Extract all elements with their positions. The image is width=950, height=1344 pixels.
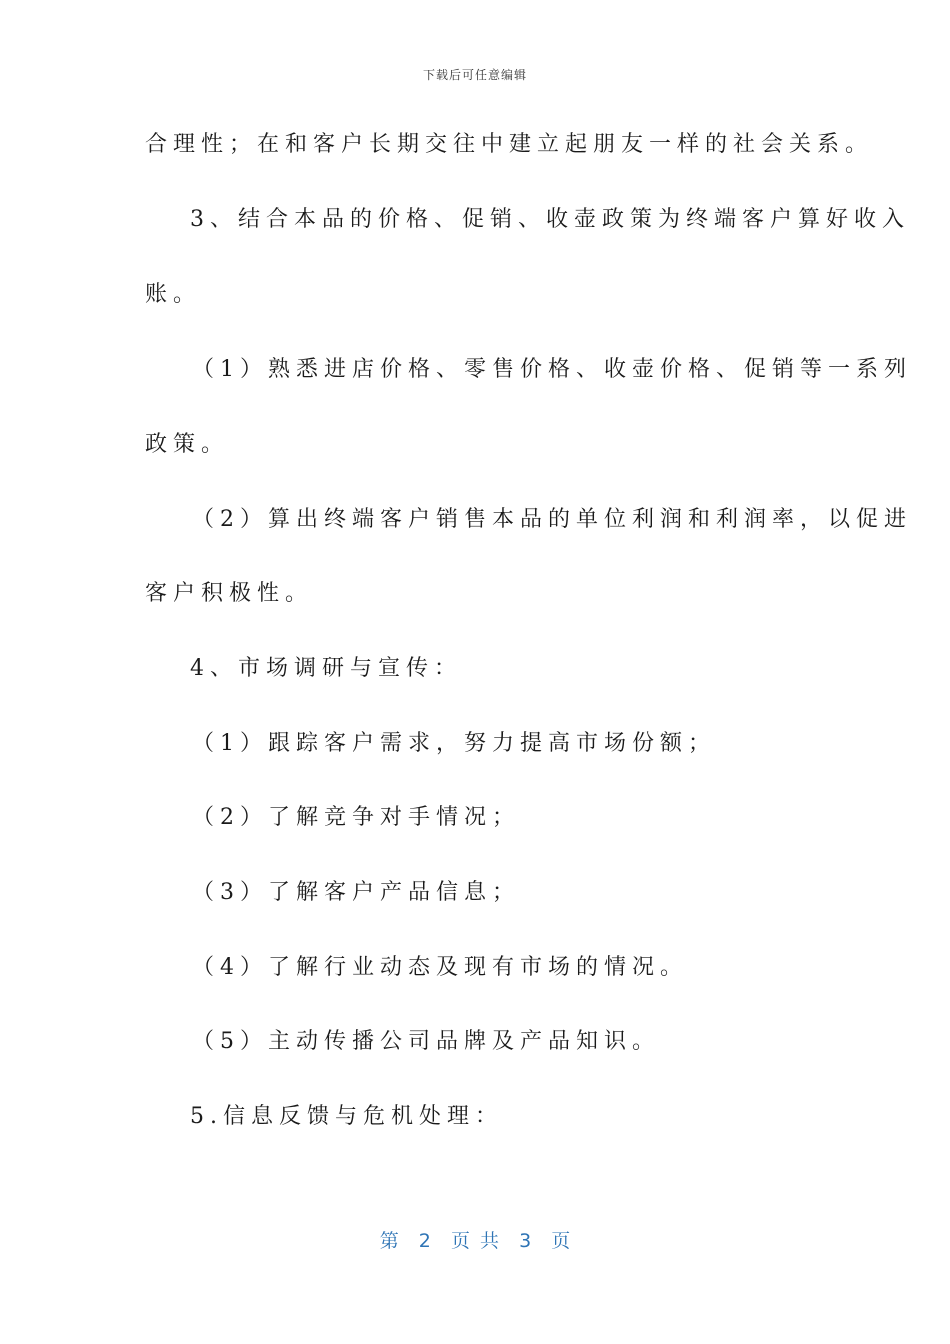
paragraph-line: （1）熟悉进店价格、零售价格、收壶价格、促销等一系列: [192, 357, 912, 382]
list-item: （2）了解竞争对手情况；: [192, 805, 520, 830]
paragraph-line: 政策。: [145, 432, 230, 457]
page-footer: 第 2 页 共 3 页: [379, 1230, 571, 1252]
list-item: （1）跟踪客户需求，努力提高市场份额；: [192, 731, 716, 756]
paragraph-line: 账。: [145, 282, 202, 307]
paragraph-line: （2）算出终端客户销售本品的单位利润和利润率，以促进: [192, 507, 912, 532]
paragraph-line: 客户积极性。: [145, 581, 314, 606]
list-item: （4）了解行业动态及现有市场的情况。: [192, 955, 688, 980]
paragraph-line: 4、市场调研与宣传：: [190, 656, 462, 681]
list-item: （3）了解客户产品信息；: [192, 880, 520, 905]
section-heading: 5.信息反馈与危机处理：: [190, 1104, 503, 1129]
paragraph-line: 3、结合本品的价格、促销、收壶政策为终端客户算好收入: [190, 207, 910, 232]
list-item: （5）主动传播公司品牌及产品知识。: [192, 1029, 660, 1054]
page-header: 下载后可任意编辑: [422, 68, 527, 82]
paragraph-line: 合理性；在和客户长期交往中建立起朋友一样的社会关系。: [145, 132, 874, 157]
